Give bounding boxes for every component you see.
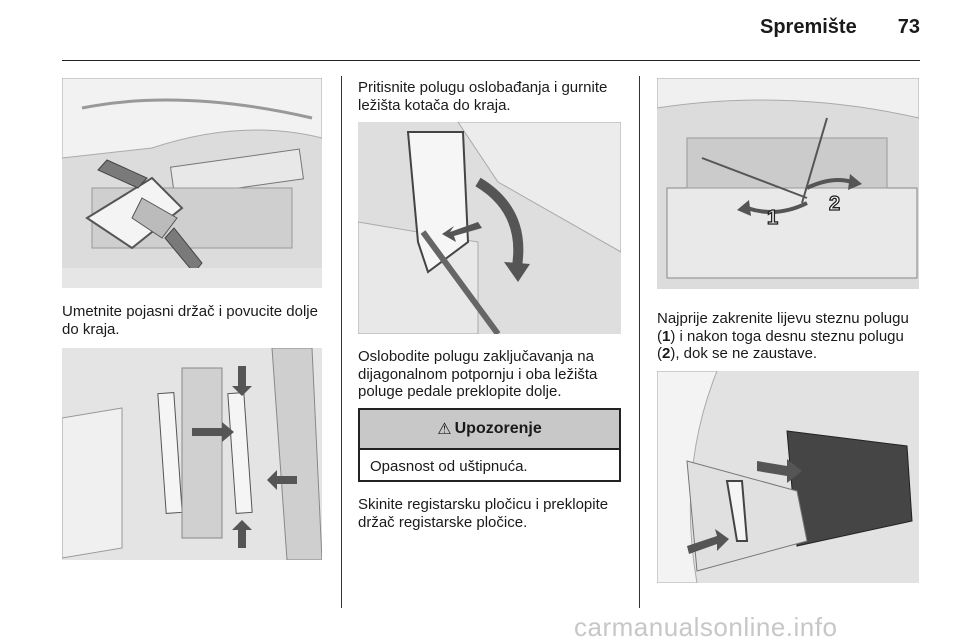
caption-num-1: 1 [662, 327, 671, 345]
warning-triangle-icon: ⚠ [437, 421, 452, 438]
caption-part-c: ), dok se ne zaustave. [670, 345, 818, 362]
warning-header [360, 410, 619, 450]
page-number: 73 [897, 16, 920, 38]
warning-text: Opasnost od uštipnuća. [370, 458, 528, 475]
warning-box [358, 408, 621, 482]
column-divider-1 [341, 76, 342, 608]
column-divider-2 [639, 76, 640, 608]
warning-title: Upozorenje [454, 420, 542, 437]
page-title: Spremište [760, 16, 857, 38]
caption-belt-holder: Umetnite pojasni držač i povucite dolje do kraja. [62, 303, 318, 338]
watermark: carmanualsonline.info [574, 612, 838, 642]
figure-belt-holder [62, 78, 322, 288]
caption-lock-lever: Oslobodite polugu zaključavanja na dijagonalnom potpornju i oba ležišta poluge pedale preklopite dolje. [358, 348, 598, 400]
caption-clamp-levers [657, 310, 927, 363]
caption-part-a: Najprije zakrenite lijevu steznu polugu ( [657, 310, 909, 345]
caption-license-plate: Skinite registarsku pločicu i preklopite držač registarske pločice. [358, 496, 609, 531]
figure-license-plate-holder [657, 371, 919, 583]
caption-num-2: 2 [662, 345, 671, 362]
header-divider [62, 60, 920, 61]
figure-release-lever [358, 122, 621, 334]
figure-label-2: 2 [829, 193, 841, 215]
caption-release-lever: Pritisnite polugu oslobađanja i gurnite ležišta kotača do kraja. [358, 79, 608, 114]
figure-rear-frame [62, 348, 322, 560]
figure-label-1: 1 [767, 207, 779, 229]
caption-part-b: ) i nakon toga desnu steznu polugu ( [657, 327, 904, 362]
figure-clamp-levers [657, 78, 919, 289]
